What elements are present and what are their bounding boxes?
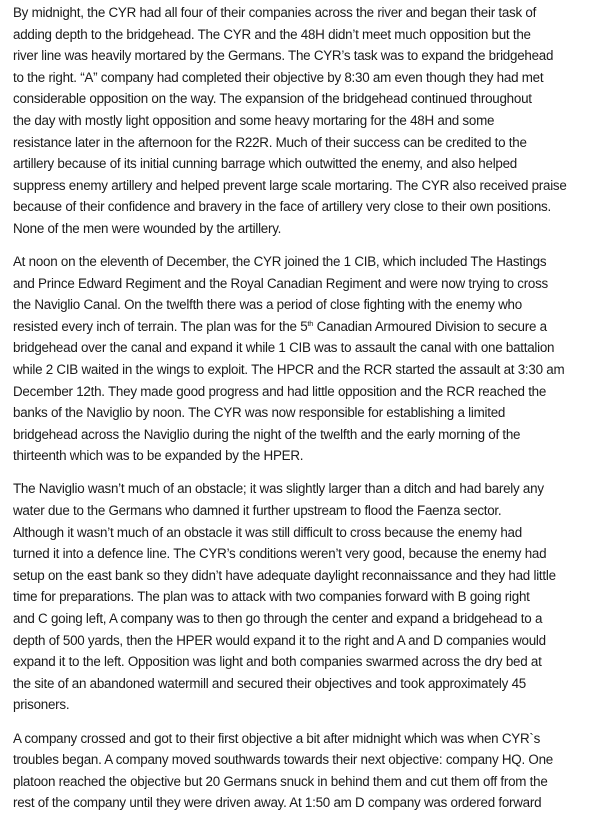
ordinal-superscript: th	[307, 318, 314, 328]
text-line: expand it to the left. Opposition was light and both companies swarmed across the dry bed at	[13, 654, 542, 670]
text-line: The Naviglio wasn’t much of an obstacle; it was slightly larger than a ditch and had barely any	[13, 481, 544, 497]
text-line: By midnight, the CYR had all four of their companies across the river and began their task of	[13, 5, 537, 20]
text-segment: resisted every inch of terrain. The plan was for the 5	[13, 318, 308, 334]
text-line: bridgehead across the Naviglio during the night of the twelfth and the early morning of the	[13, 426, 521, 442]
text-line: river line was heavily mortared by the Germans. The CYR’s task was to expand the bridgehead	[13, 48, 554, 64]
text-line: time for preparations. The plan was to attack with two companies forward with B going right	[13, 589, 530, 605]
text-line: A company crossed and got to their first objective a bit after midnight which was when CYR`s	[13, 730, 541, 746]
text-line: adding depth to the bridgehead. The CYR and the 48H didn’t meet much opposition but the	[13, 26, 531, 42]
text-line: and Prince Edward Regiment and the Royal Canadian Regiment and were now trying to cross	[13, 275, 549, 291]
text-line: the day with mostly light opposition and some heavy mortaring for the 48H and some	[13, 112, 495, 128]
text-line: because of their confidence and bravery in the face of artillery very close to their own positions.	[13, 199, 551, 215]
text-line: Although it wasn’t much of an obstacle it was still difficult to cross because the enemy had	[13, 524, 522, 540]
document-page	[13, 2, 598, 825]
paragraph-2	[13, 251, 598, 467]
text-line: water due to the Germans who damned it further upstream to flood the Faenza sector.	[13, 503, 502, 519]
text-line: suppress enemy artillery and helped prevent large scale mortaring. The CYR also received praise	[13, 177, 567, 193]
text-segment: Canadian Armoured Division to secure a	[313, 318, 547, 334]
text-line: depth of 500 yards, then the HPER would expand it to the right and A and D companies would	[13, 632, 546, 648]
text-line: to the right. “A” company had completed their objective by 8:30 am even though they had met	[13, 69, 544, 85]
text-line: At noon on the eleventh of December, the CYR joined the 1 CIB, which included The Hastings	[13, 254, 547, 270]
text-line: None of the men were wounded by the artillery.	[13, 220, 282, 236]
text-line: bridgehead over the canal and expand it while 1 CIB was to assault the canal with one battalion	[13, 340, 555, 356]
text-line: rest of the company until they were driven away. At 1:50 am D company was ordered forward	[13, 795, 542, 811]
text-line: thirteenth which was to be expanded by the HPER.	[13, 448, 304, 464]
text-line: banks of the Naviglio by noon. The CYR was now responsible for establishing a limited	[13, 405, 506, 421]
text-line: artillery because of its initial cunning barrage which outwitted the enemy, and also helped	[13, 156, 518, 172]
text-line: December 12th. They made good progress and had little opposition and the RCR reached the	[13, 383, 547, 399]
text-line: the Naviglio Canal. On the twelfth there was a period of close fighting with the enemy who	[13, 297, 522, 313]
text-line: troubles began. A company moved southwards towards their next objective: company HQ. One	[13, 752, 553, 768]
text-line: turned it into a defence line. The CYR’s conditions weren’t very good, because the enemy had	[13, 546, 547, 562]
text-line: and C going left, A company was to then go through the center and expand a bridgehead to a	[13, 611, 543, 627]
paragraph-4	[13, 728, 598, 814]
text-line: considerable opposition on the way. The expansion of the bridgehead continued throughout	[13, 91, 532, 107]
text-line: platoon reached the objective but 20 Germans snuck in behind them and cut them off from the	[13, 773, 548, 789]
text-line: the site of an abandoned watermill and secured their objectives and took approximately 45	[13, 675, 526, 691]
text-line: while 2 CIB waited in the wings to exploit. The HPCR and the RCR started the assault at 3:30 am	[13, 362, 565, 377]
text-line: resistance later in the afternoon for the R22R. Much of their success can be credited to the	[13, 134, 527, 150]
paragraph-3	[13, 478, 598, 716]
text-line: setup on the east bank so they didn’t have adequate daylight reconnaissance and they had little	[13, 567, 556, 583]
text-line: prisoners.	[13, 697, 70, 713]
text-line-with-superscript	[13, 316, 598, 338]
paragraph-1	[13, 2, 598, 240]
